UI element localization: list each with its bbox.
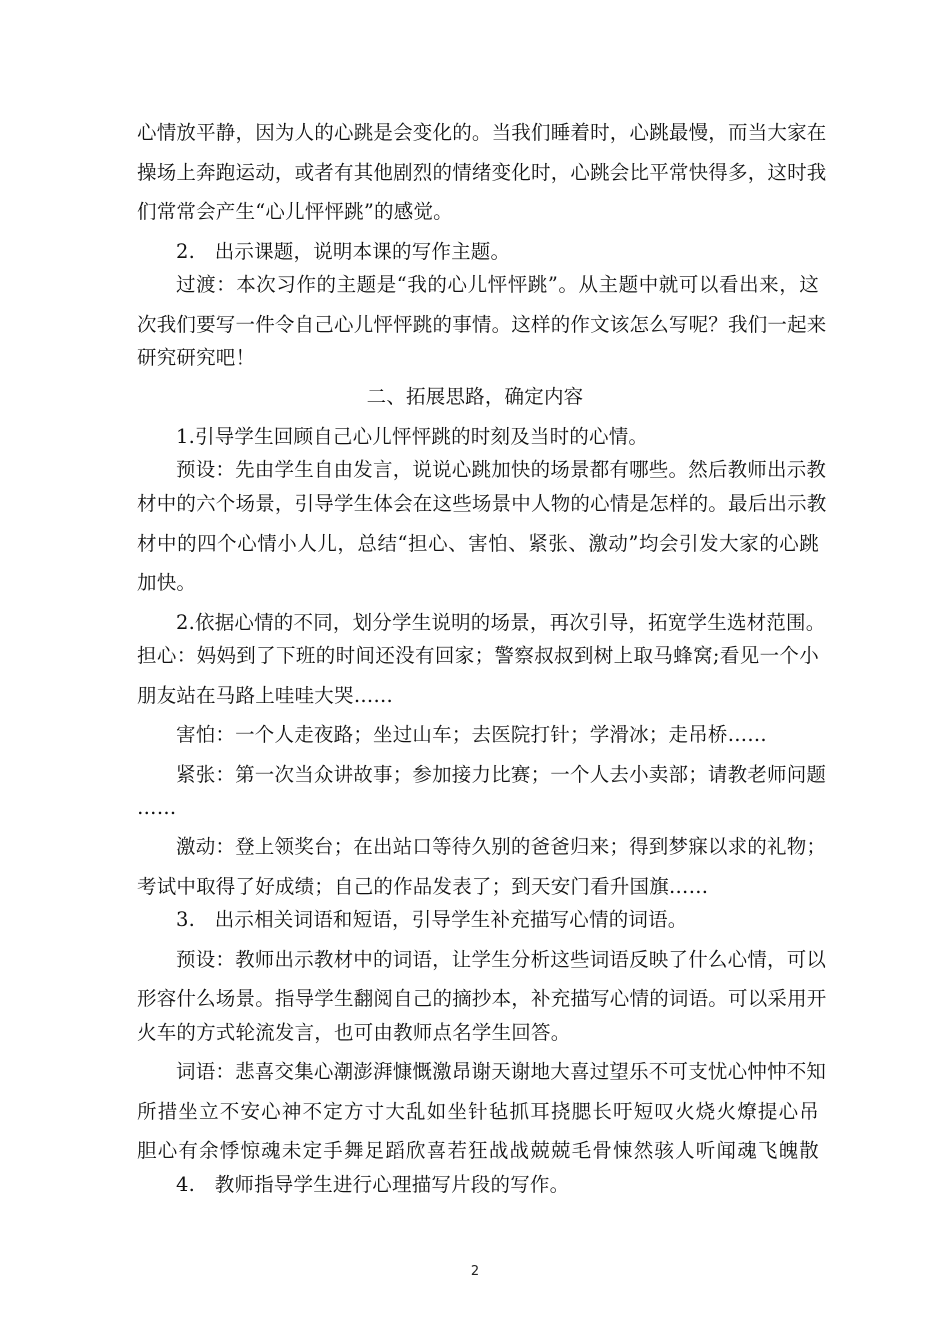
paragraph-line: 4. 教师指导学生进行心理描写片段的写作。 [176, 1173, 570, 1196]
paragraph-line: 词语：悲喜交集心潮澎湃慷慨激昂谢天谢地大喜过望乐不可支忧心忡忡不知 [176, 1060, 827, 1083]
paragraph-line: 紧张：第一次当众讲故事；参加接力比赛；一个人去小卖部；请教老师问题 [176, 763, 827, 786]
paragraph-line: 加快。 [137, 571, 197, 594]
paragraph-line: 预设：先由学生自由发言，说说心跳加快的场景都有哪些。然后教师出示教 [176, 458, 827, 481]
paragraph-line: 预设：教师出示教材中的词语，让学生分析这些词语反映了什么心情，可以 [176, 948, 827, 971]
paragraph-line: 心情放平静，因为人的心跳是会变化的。当我们睡着时，心跳最慢，而当大家在 [137, 121, 827, 144]
paragraph-line: …… [137, 796, 177, 819]
paragraph-line: 过渡：本次习作的主题是“我的心儿怦怦跳”。从主题中就可以看出来，这 [176, 273, 819, 296]
paragraph-line: 2.依据心情的不同，划分学生说明的场景，再次引导，拓宽学生选材范围。 [176, 611, 826, 634]
paragraph-line: 胆心有余悸惊魂未定手舞足蹈欣喜若狂战战兢兢毛骨悚然骇人听闻魂飞魄散 [137, 1139, 819, 1162]
paragraph-line: 材中的六个场景，引导学生体会在这些场景中人物的心情是怎样的。最后出示教 [137, 492, 827, 515]
page-number: 2 [470, 1264, 480, 1279]
paragraph-line: 激动：登上领奖台；在出站口等待久别的爸爸归来；得到梦寐以求的礼物； [176, 835, 827, 858]
paragraph-line: 火车的方式轮流发言，也可由教师点名学生回答。 [137, 1021, 571, 1044]
paragraph-line: 材中的四个心情小人儿，总结“担心、害怕、紧张、激动”均会引发大家的心跳 [137, 532, 819, 555]
paragraph-line: 朋友站在马路上哇哇大哭…… [137, 684, 394, 707]
paragraph-line: 所措坐立不安心神不定方寸大乱如坐针毡抓耳挠腮长吁短叹火烧火燎提心吊 [137, 1100, 819, 1123]
section-heading: 二、拓展思路，确定内容 [366, 385, 584, 408]
paragraph-line: 们常常会产生“心儿怦怦跳”的感觉。 [137, 200, 453, 223]
paragraph-line: 害怕：一个人走夜路；坐过山车；去医院打针；学滑冰；走吊桥…… [176, 723, 768, 746]
paragraph-line: 2. 出示课题，说明本课的写作主题。 [176, 240, 511, 263]
paragraph-line: 考试中取得了好成绩；自己的作品发表了；到天安门看升国旗…… [137, 875, 709, 898]
paragraph-line: 3. 出示相关词语和短语，引导学生补充描写心情的词语。 [176, 908, 688, 931]
paragraph-line: 担心：妈妈到了下班的时间还没有回家；警察叔叔到树上取马蜂窝;看见一个小 [137, 644, 819, 667]
paragraph-line: 1.引导学生回顾自己心儿怦怦跳的时刻及当时的心情。 [176, 425, 649, 448]
paragraph-line: 形容什么场景。指导学生翻阅自己的摘抄本，补充描写心情的词语。可以采用开 [137, 987, 827, 1010]
paragraph-line: 操场上奔跑运动，或者有其他剧烈的情绪变化时，心跳会比平常快得多，这时我 [137, 161, 827, 184]
paragraph-line: 研究研究吧！ [137, 346, 256, 369]
paragraph-line: 次我们要写一件令自己心儿怦怦跳的事情。这样的作文该怎么写呢？我们一起来 [137, 313, 827, 336]
